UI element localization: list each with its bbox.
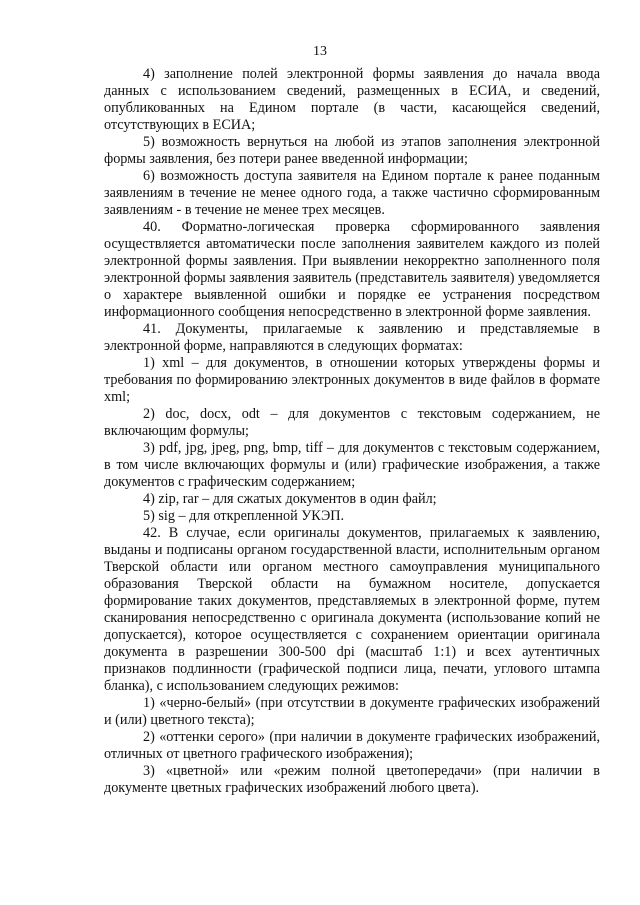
paragraph: 41. Документы, прилагаемые к заявлению и представляемые в электронной форме, направляются в следующих форматах: xyxy=(104,321,600,354)
paragraph: 5) sig – для открепленной УКЭП. xyxy=(143,508,345,524)
paragraph: 40. Форматно-логическая проверка сформированного заявления осуществляется автоматически после заполнения заявителем каждого из полей электронной формы заявления. При выявлении некорректно заполненного поля электронной формы заявления заявитель (представитель заявителя) уведомляется о характере выявленной ошибки и порядке ее устранения посредством информационного сообщения непосредственно в электронной форме заявления. xyxy=(104,219,600,320)
paragraph: 4) заполнение полей электронной формы заявления до начала ввода данных с использованием сведений, размещенных в ЕСИА, и сведений, опубликованных на Едином портале (в части, касающейся сведений, отсутствующих в ЕСИА; xyxy=(104,66,600,133)
page-number: 13 xyxy=(313,44,327,59)
document-body xyxy=(104,66,600,797)
paragraph: 4) zip, rar – для сжатых документов в один файл; xyxy=(143,491,437,507)
paragraph: 1) xml – для документов, в отношении которых утверждены формы и требования по формированию электронных документов в виде файлов в формате xml; xyxy=(104,355,600,405)
paragraph: 1) «черно-белый» (при отсутствии в документе графических изображений и (или) цветного текста); xyxy=(104,695,600,728)
paragraph: 5) возможность вернуться на любой из этапов заполнения электронной формы заявления, без потери ранее введенной информации; xyxy=(104,134,600,167)
paragraph: 2) «оттенки серого» (при наличии в документе графических изображений, отличных от цветного графического изображения); xyxy=(104,729,600,762)
paragraph: 3) «цветной» или «режим полной цветопередачи» (при наличии в документе цветных графических изображений любого цвета). xyxy=(104,763,600,796)
paragraph: 3) pdf, jpg, jpeg, png, bmp, tiff – для документов с текстовым содержанием, в том числе включающих формулы и (или) графические изображения, а также документов с графическим содержанием; xyxy=(104,440,600,490)
paragraph: 6) возможность доступа заявителя на Едином портале к ранее поданным заявлениям в течение не менее одного года, а также частично сформированным заявлениям - в течение не менее трех месяцев. xyxy=(104,168,600,218)
paragraph: 42. В случае, если оригиналы документов, прилагаемых к заявлению, выданы и подписаны органом государственной власти, исполнительным органом Тверской области или органом местного самоуправления муниципального образования Тверской области на бумажном носителе, допускается формирование таких документов, представляемых в электронной форме, путем сканирования непосредственно с оригинала документа (использование копий не допускается), которое осуществляется с сохранением ориентации оригинала документа в разрешении 300-500 dpi (масштаб 1:1) и всех аутентичных признаков подлинности (графической подписи лица, печати, углового штампа бланка), с использованием следующих режимов: xyxy=(104,525,600,694)
paragraph: 2) doc, docx, odt – для документов с текстовым содержанием, не включающим формулы; xyxy=(104,406,600,439)
